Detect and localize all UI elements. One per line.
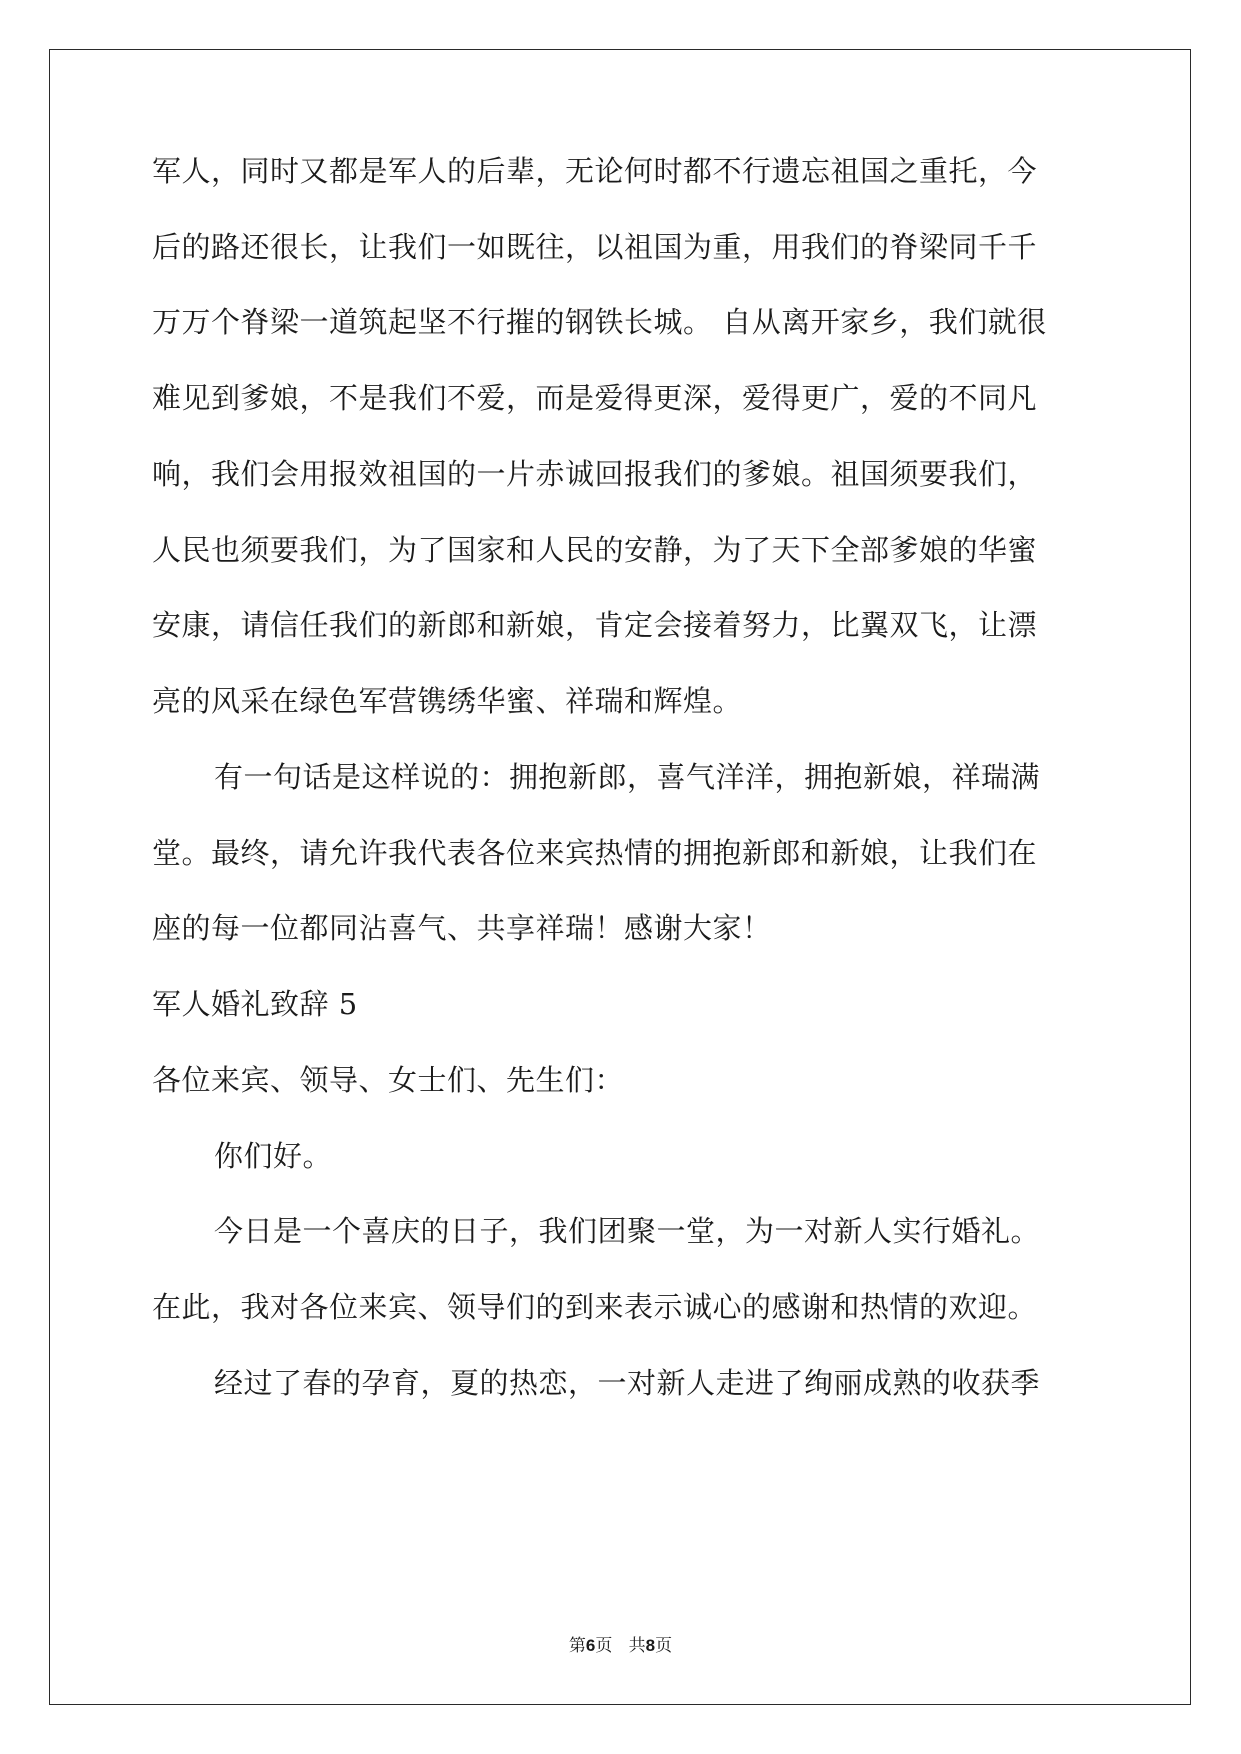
section-heading: 军人婚礼致辞 5 — [152, 987, 358, 1021]
paragraph-start: 经过了春的孕育，夏的热恋，一对新人走进了绚丽成熟的收获季 — [214, 1366, 1041, 1400]
text-line: 亮的风采在绿色军营镌绣华蜜、祥瑞和辉煌。 — [152, 684, 743, 718]
text-line: 堂。最终，请允许我代表各位来宾热情的拥抱新郎和新娘，让我们在 — [152, 836, 1038, 870]
text-line: 在此，我对各位来宾、领导们的到来表示诚心的感谢和热情的欢迎。 — [152, 1290, 1038, 1324]
footer-prefix: 第 — [568, 1636, 586, 1656]
text-line: 安康，请信任我们的新郎和新娘，肯定会接着努力，比翼双飞，让漂 — [152, 608, 1038, 642]
footer-suffix: 页 — [655, 1636, 673, 1656]
paragraph-start: 有一句话是这样说的：拥抱新郎，喜气洋洋，拥抱新娘，祥瑞满 — [214, 760, 1041, 794]
text-line: 响，我们会用报效祖国的一片赤诚回报我们的爹娘。祖国须要我们， — [152, 457, 1038, 491]
text-line: 万万个脊梁一道筑起坚不行摧的钢铁长城。 自从离开家乡，我们就很 — [152, 305, 1047, 339]
paragraph-start: 今日是一个喜庆的日子，我们团聚一堂，为一对新人实行婚礼。 — [214, 1214, 1041, 1248]
text-line: 军人，同时又都是军人的后辈，无论何时都不行遗忘祖国之重托，今 — [152, 154, 1038, 188]
footer-mid: 页 共 — [595, 1636, 646, 1656]
salutation: 各位来宾、领导、女士们、先生们： — [152, 1063, 625, 1097]
text-line: 难见到爹娘，不是我们不爱，而是爱得更深，爱得更广，爱的不同凡 — [152, 381, 1038, 415]
page-border — [49, 49, 1191, 1705]
total-page-number: 8 — [645, 1636, 656, 1655]
greeting: 你们好。 — [214, 1139, 333, 1173]
page-footer — [0, 1634, 1241, 1658]
current-page-number: 6 — [585, 1636, 596, 1655]
text-line: 座的每一位都同沾喜气、共享祥瑞！感谢大家！ — [152, 911, 772, 945]
text-line: 人民也须要我们，为了国家和人民的安静，为了天下全部爹娘的华蜜 — [152, 533, 1038, 567]
text-line: 后的路还很长，让我们一如既往，以祖国为重，用我们的脊梁同千千 — [152, 230, 1038, 264]
